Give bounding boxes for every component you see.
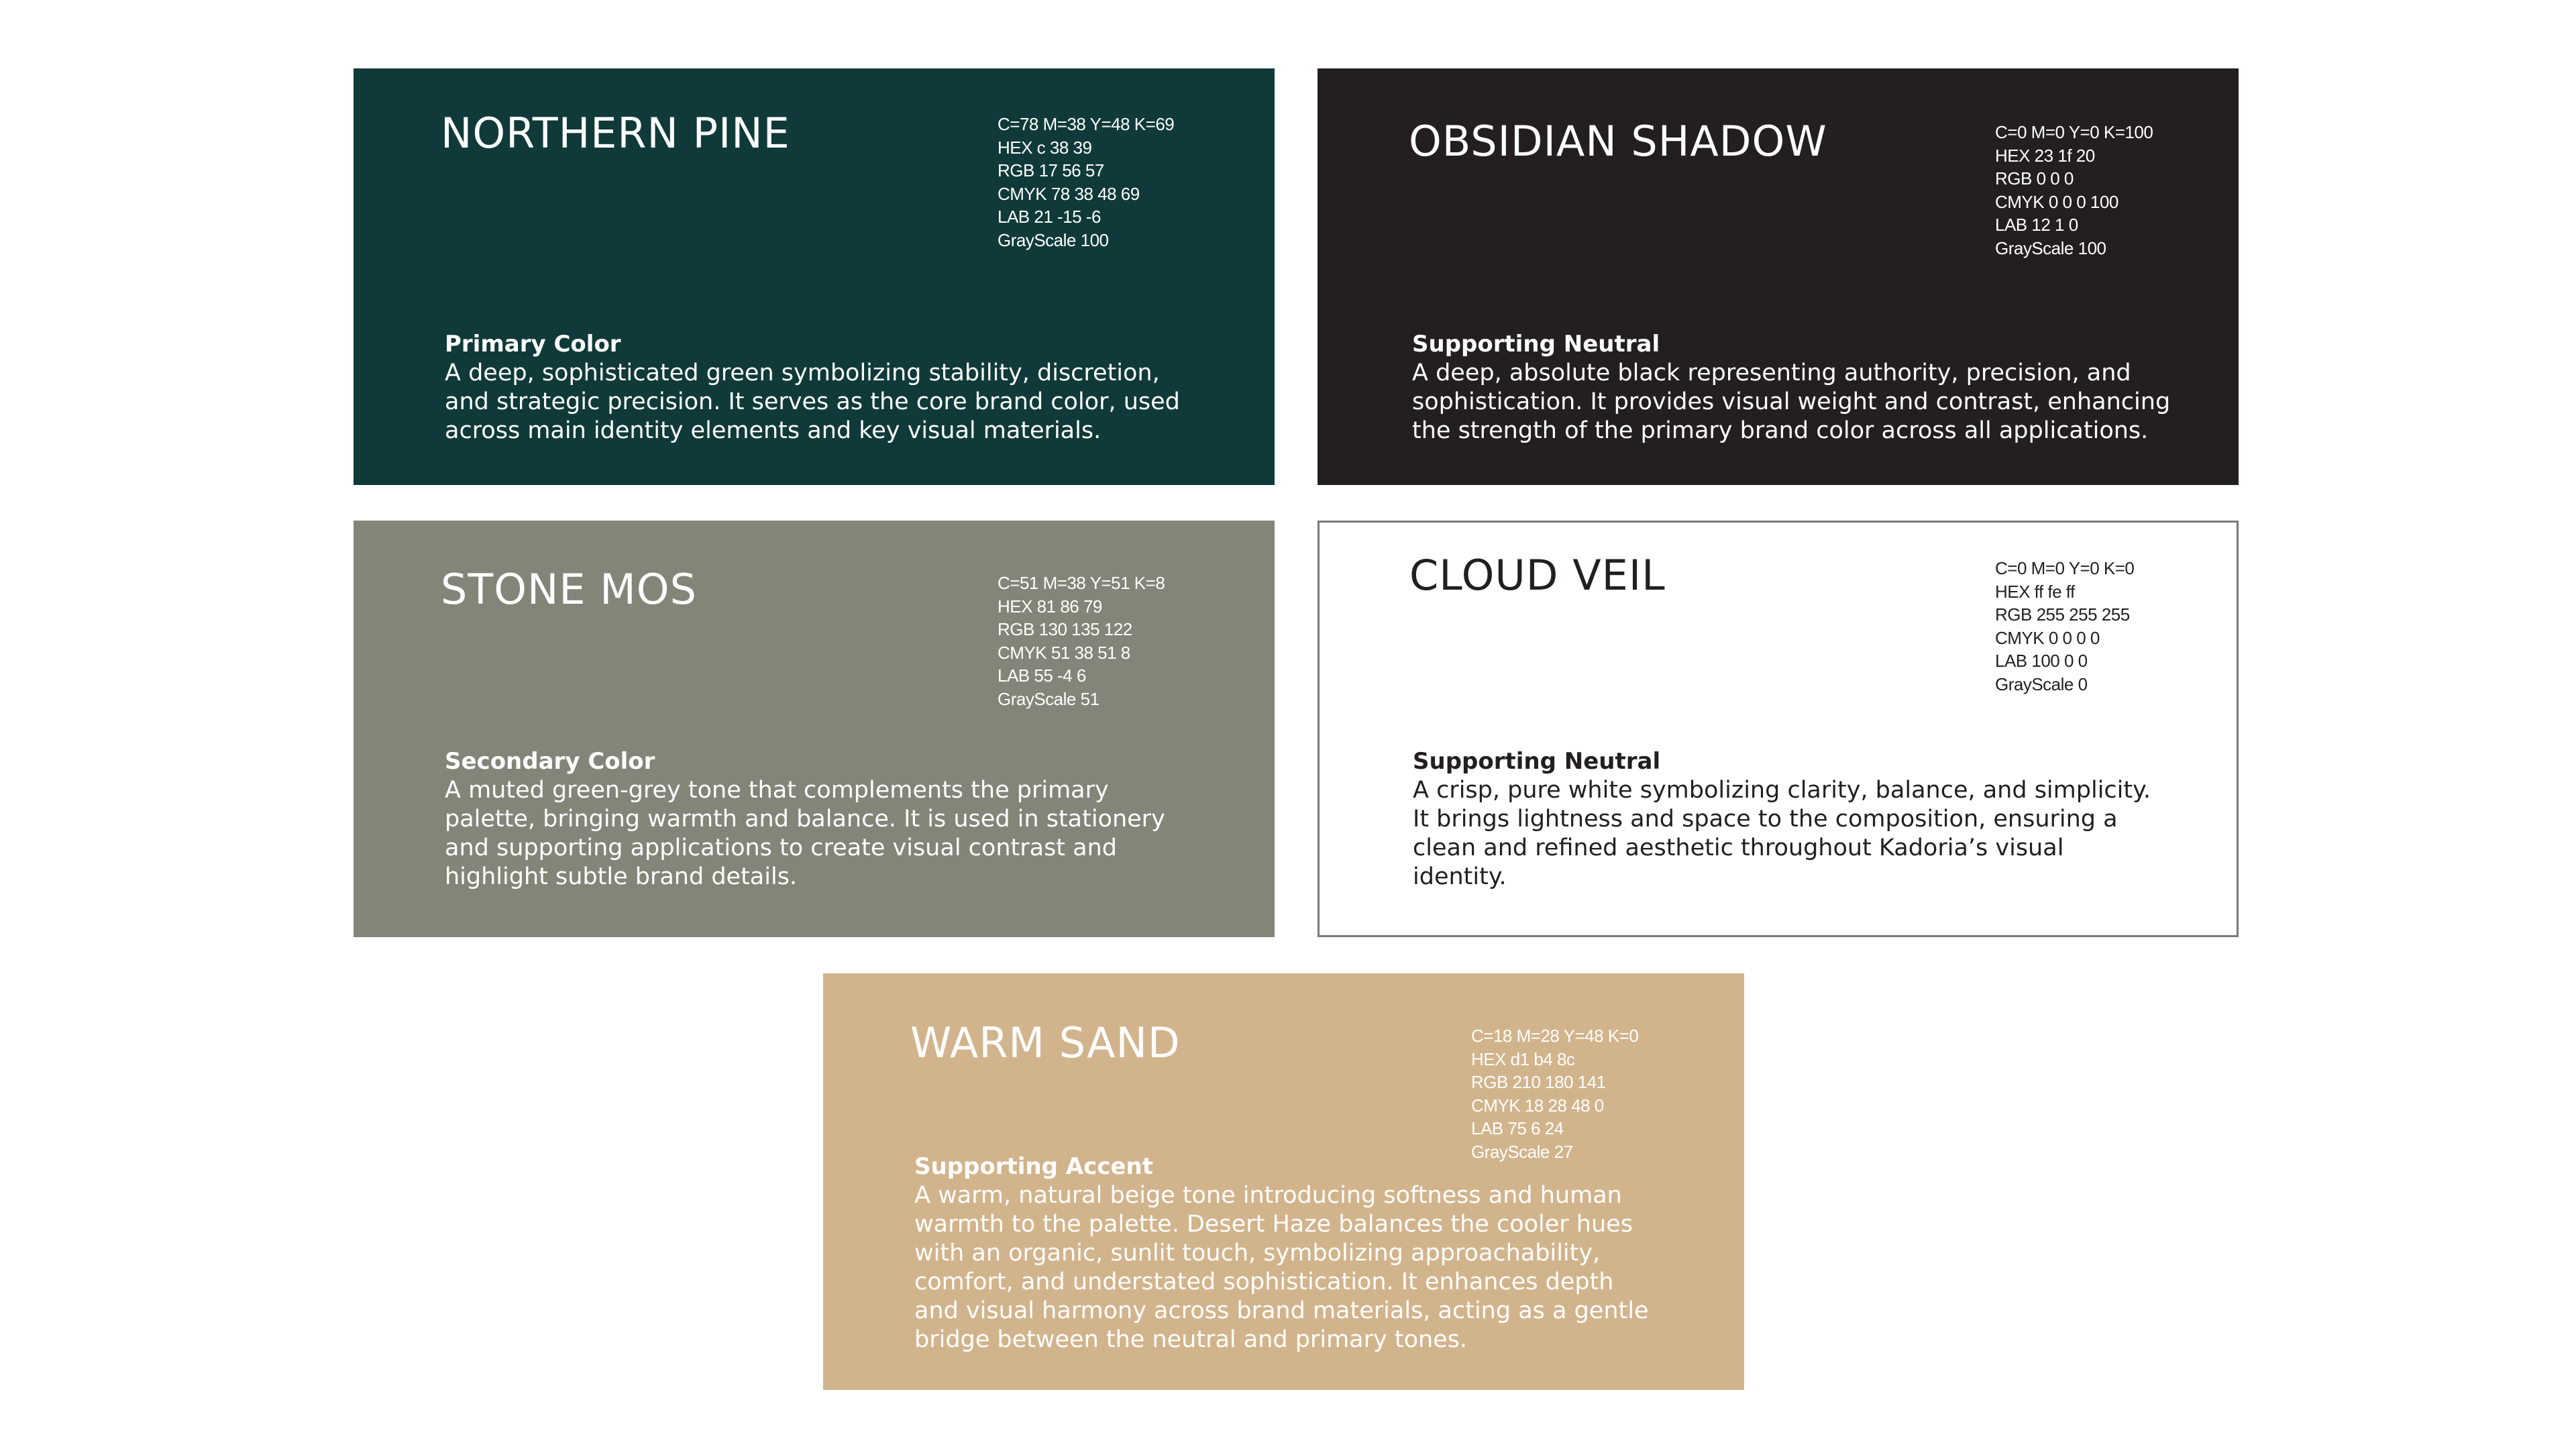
color-role: Supporting Neutral [1412, 331, 1660, 358]
color-description [445, 747, 1223, 892]
color-specs [1995, 121, 2153, 260]
spec-grayscale: GrayScale 27 [1471, 1141, 1573, 1162]
color-name: OBSIDIAN SHADOW [1409, 117, 1827, 166]
spec-grayscale: GrayScale 0 [1995, 674, 2088, 694]
spec-cmyk-values: C=18 M=28 Y=48 K=0 [1471, 1026, 1639, 1046]
color-specs [1471, 1024, 1638, 1163]
color-specs [998, 113, 1174, 252]
spec-lab: LAB 12 1 0 [1995, 215, 2078, 235]
color-role: Supporting Accent [914, 1153, 1153, 1180]
color-card-northern-pine [354, 68, 1275, 485]
spec-lab: LAB 100 0 0 [1995, 651, 2088, 671]
spec-lab: LAB 21 -15 -6 [998, 207, 1101, 227]
color-card-stone-mos [354, 521, 1275, 937]
spec-cmyk: CMYK 0 0 0 0 [1995, 627, 2100, 648]
spec-hex: HEX 81 86 79 [998, 596, 1102, 616]
color-description [1413, 747, 2191, 892]
description-line: and strategic precision. It serves as the core brand color, used [445, 388, 1180, 415]
spec-cmyk-values: C=0 M=0 Y=0 K=100 [1995, 122, 2153, 142]
description-line: with an organic, sunlit touch, symbolizing approachability, [914, 1240, 1601, 1267]
color-card-warm-sand [823, 973, 1744, 1390]
color-name: CLOUD VEIL [1409, 551, 1666, 600]
color-description [1412, 330, 2190, 445]
description-line: It brings lightness and space to the composition, ensuring a [1413, 806, 2118, 833]
spec-hex: HEX c 38 39 [998, 137, 1092, 158]
spec-rgb: RGB 255 255 255 [1995, 604, 2130, 625]
spec-rgb: RGB 17 56 57 [998, 160, 1104, 180]
color-description-text [445, 776, 1223, 892]
description-line: bridge between the neutral and primary tones. [914, 1326, 1468, 1353]
spec-lab: LAB 55 -4 6 [998, 665, 1086, 686]
color-specs [998, 572, 1165, 710]
description-line: and visual harmony across brand materials, acting as a gentle [914, 1297, 1649, 1324]
spec-rgb: RGB 210 180 141 [1471, 1072, 1606, 1092]
color-role: Secondary Color [445, 748, 655, 775]
color-description-text [445, 359, 1223, 445]
spec-lab: LAB 75 6 24 [1471, 1118, 1564, 1138]
description-line: A warm, natural beige tone introducing softness and human [914, 1182, 1622, 1209]
spec-cmyk: CMYK 51 38 51 8 [998, 642, 1130, 663]
spec-cmyk: CMYK 0 0 0 100 [1995, 191, 2118, 212]
color-role: Primary Color [445, 331, 621, 358]
description-line: A crisp, pure white symbolizing clarity, balance, and simplicity. [1413, 777, 2151, 804]
description-line: sophistication. It provides visual weight and contrast, enhancing [1412, 388, 2171, 415]
spec-rgb: RGB 130 135 122 [998, 619, 1132, 639]
description-line: palette, bringing warmth and balance. It is used in stationery [445, 806, 1165, 833]
description-line: A muted green-grey tone that complements the primary [445, 777, 1109, 804]
color-description [445, 330, 1223, 445]
description-line: and supporting applications to create visual contrast and [445, 835, 1117, 861]
spec-cmyk-values: C=51 M=38 Y=51 K=8 [998, 573, 1165, 593]
spec-grayscale: GrayScale 100 [998, 229, 1109, 250]
spec-cmyk-values: C=78 M=38 Y=48 K=69 [998, 114, 1175, 134]
description-line: the strength of the primary brand color across all applications. [1412, 417, 2149, 444]
color-description-text [914, 1181, 1693, 1354]
description-line: A deep, absolute black representing authority, precision, and [1412, 360, 2131, 386]
description-line: identity. [1413, 863, 1507, 890]
spec-cmyk: CMYK 78 38 48 69 [998, 183, 1140, 204]
color-description-text [1412, 359, 2190, 445]
spec-rgb: RGB 0 0 0 [1995, 168, 2074, 189]
spec-grayscale: GrayScale 51 [998, 688, 1099, 709]
spec-hex: HEX d1 b4 8c [1471, 1049, 1575, 1069]
spec-cmyk-values: C=0 M=0 Y=0 K=0 [1995, 558, 2135, 578]
color-card-cloud-veil [1318, 521, 2239, 937]
spec-cmyk: CMYK 18 28 48 0 [1471, 1095, 1604, 1116]
description-line: across main identity elements and key visual materials. [445, 417, 1102, 444]
color-description-text [1413, 776, 2191, 892]
spec-hex: HEX ff fe ff [1995, 581, 2075, 602]
description-line: comfort, and understated sophistication. It enhances depth [914, 1269, 1614, 1295]
color-role: Supporting Neutral [1413, 748, 1661, 775]
description-line: warmth to the palette. Desert Haze balances the cooler hues [914, 1211, 1633, 1238]
spec-hex: HEX 23 1f 20 [1995, 145, 2095, 166]
color-name: STONE MOS [441, 565, 697, 614]
description-line: clean and refined aesthetic throughout Kadoria’s visual [1413, 835, 2064, 861]
description-line: A deep, sophisticated green symbolizing stability, discretion, [445, 360, 1160, 386]
color-name: NORTHERN PINE [441, 109, 790, 158]
color-name: WARM SAND [910, 1018, 1181, 1067]
spec-grayscale: GrayScale 100 [1995, 237, 2106, 258]
color-description [914, 1152, 1693, 1354]
color-specs [1995, 557, 2134, 696]
color-card-obsidian-shadow [1318, 68, 2239, 485]
description-line: highlight subtle brand details. [445, 863, 798, 890]
